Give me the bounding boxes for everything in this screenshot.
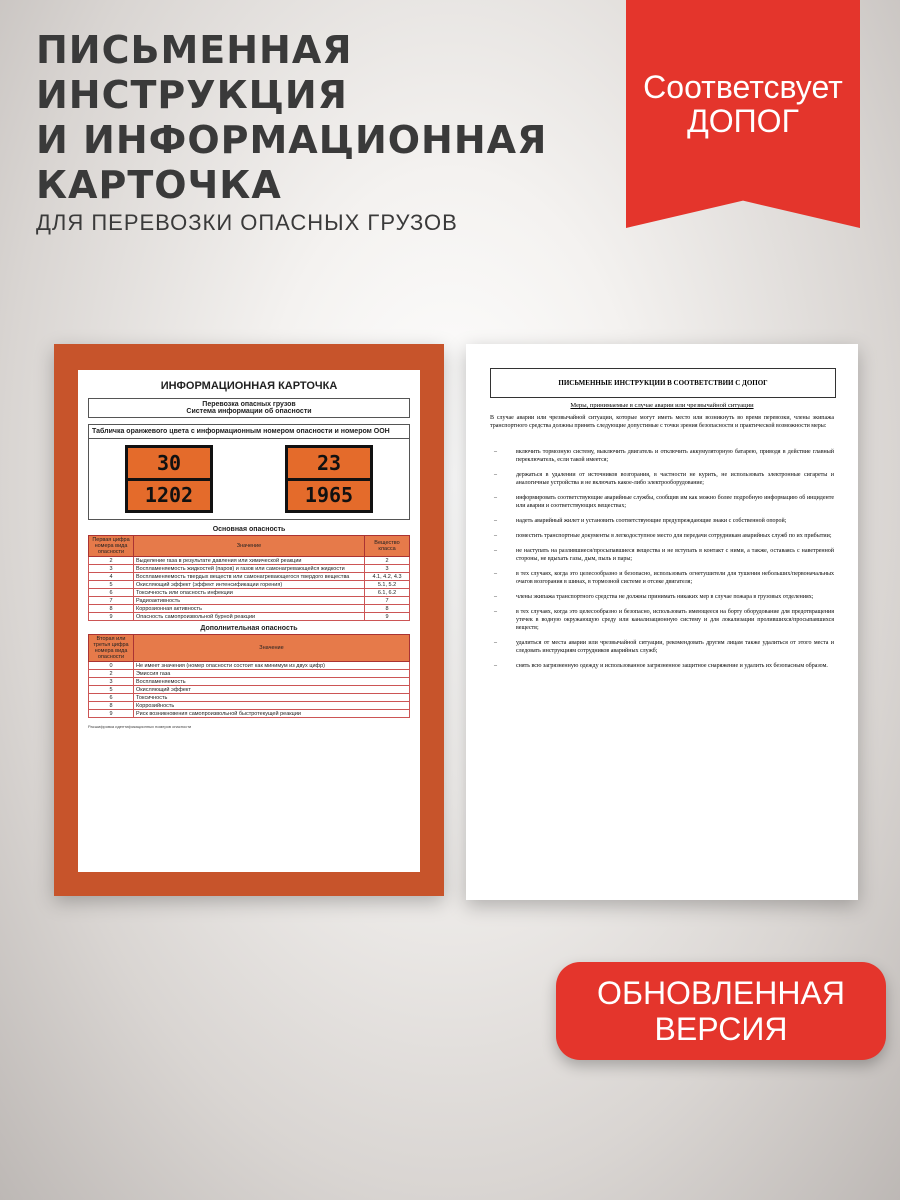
info-box-line-1: Перевозка опасных грузов — [202, 401, 296, 408]
table-cell: 8 — [89, 702, 134, 710]
compliance-ribbon-text — [626, 70, 860, 138]
table-cell: 6.1, 6.2 — [365, 589, 410, 597]
headline — [36, 28, 596, 208]
table-cell: 8 — [365, 605, 410, 613]
table-row — [89, 710, 410, 718]
table-cell: Окисляющий эффект (эффект интенсификации горения) — [134, 581, 365, 589]
extra-hazard-heading: Дополнительная опасность — [200, 625, 298, 632]
headline-line-1: ПИСЬМЕННАЯ — [36, 28, 353, 72]
updated-version-badge — [556, 962, 886, 1060]
table-cell: 9 — [89, 710, 134, 718]
list-item: – включить тормозную систему, выключить двигатель и отключить аккумуляторную батарею, приводя в действие главный переключатель, если такой имеется; — [490, 448, 834, 464]
table-cell: Опасность самопроизвольной бурной реакции — [134, 613, 365, 621]
extra-hazard-table — [88, 634, 410, 718]
table-cell: 6 — [89, 694, 134, 702]
list-item: – поместить транспортные документы в легкодоступное место для передачи сотрудникам аварийных служб по их прибытии; — [490, 532, 834, 540]
table-row — [89, 597, 410, 605]
table-cell: 7 — [365, 597, 410, 605]
table-cell: Воспламеняемость твердых веществ или самонагревающегося твердого вещества — [134, 573, 365, 581]
plate-2-un-number: 1965 — [304, 483, 354, 508]
headline-line-4: КАРТОЧКА — [36, 163, 282, 207]
plate-1-hazard-number: 30 — [128, 448, 210, 481]
table-cell: 4 — [89, 573, 134, 581]
info-box-line-2: Система информации об опасности — [186, 408, 312, 415]
plates-row — [88, 439, 410, 520]
table-cell: 2 — [365, 557, 410, 565]
table-header: Вторая или третья цифра номера вида опасности — [89, 635, 134, 662]
list-item: – снять всю загрязненную одежду и использованное загрязненное защитное снаряжение и удалить их безопасным образом. — [490, 662, 834, 670]
main-hazard-table — [88, 535, 410, 621]
orange-plate-1 — [125, 445, 213, 513]
list-item: – в тех случаях, когда это целесообразно и безопасно, использовать огнетушители для тушения небольших/первоначальных очагов возгорания в шинах, в тормозной системе и отсеке двигателя; — [490, 570, 834, 586]
plates-caption: Табличка оранжевого цвета с информационным номером опасности и номером ООН — [88, 424, 410, 439]
table-cell: Радиоактивность — [134, 597, 365, 605]
ribbon-line-2: ДОПОГ — [687, 103, 799, 139]
table-row — [89, 557, 410, 565]
plate-2-hazard-number: 23 — [288, 448, 370, 481]
list-item: – надеть аварийный жилет и установить соответствующие предупреждающие знаки с собственной опорой; — [490, 517, 834, 525]
table-row — [89, 581, 410, 589]
table-cell: Воспламеняемость жидкостей (паров) и газов или самонагревающейся жидкости — [134, 565, 365, 573]
table-cell: 5 — [89, 686, 134, 694]
list-item: – не наступать на разлившиеся/просыпавшиеся вещества и не вступать в контакт с ними, а также, оставаясь с наветренной стороны, не вдыхать газы, дым, пыль и пары; — [490, 547, 834, 563]
table-cell: Воспламеняемость — [134, 678, 410, 686]
instructions-intro: В случае аварии или чрезвычайной ситуации, которые могут иметь место или возникнуть во время перевозки, члены экипажа транспортного средства должны принять следующие допустимые с точки зрения безопасности и практической возможности меры: — [490, 415, 834, 429]
table-cell: Эмиссия газа — [134, 670, 410, 678]
headline-line-2: ИНСТРУКЦИЯ — [36, 73, 348, 117]
table-cell: 6 — [89, 589, 134, 597]
table-row — [89, 613, 410, 621]
table-cell: 2 — [89, 557, 134, 565]
table-cell: 9 — [365, 613, 410, 621]
table-row — [89, 686, 410, 694]
table-row — [89, 589, 410, 597]
table-header: Первая цифра номера вида опасности — [89, 536, 134, 557]
information-card-image — [54, 344, 444, 896]
table-cell: Коррозионная активность — [134, 605, 365, 613]
table-row — [89, 565, 410, 573]
orange-plate-2 — [285, 445, 373, 513]
table-cell: 9 — [89, 613, 134, 621]
table-cell: 4.1, 4.2, 4.3 — [365, 573, 410, 581]
subtitle: ДЛЯ ПЕРЕВОЗКИ ОПАСНЫХ ГРУЗОВ — [36, 210, 458, 235]
list-item: – в тех случаях, когда это целесообразно и безопасно, использовать имеющееся на борту оборудование для предотвращения утечек в водную окружающую среду или канализационную систему и для локализации пролившихся/просыпавшихся веществ; — [490, 608, 834, 632]
instructions-title: ПИСЬМЕННЫЕ ИНСТРУКЦИИ В СООТВЕТСТВИИ С ДОПОГ — [490, 368, 836, 398]
table-header: Вещество класса — [365, 536, 410, 557]
table-header: Значение — [134, 635, 410, 662]
written-instructions-image — [466, 344, 858, 900]
table-cell: Не имеет значения (номер опасности состоит как минимум из двух цифр) — [134, 662, 410, 670]
table-cell: Токсичность или опасность инфекции — [134, 589, 365, 597]
instructions-list — [490, 448, 834, 677]
information-card-sheet — [78, 370, 420, 872]
table-row — [89, 605, 410, 613]
table-cell: 3 — [89, 565, 134, 573]
table-row — [89, 670, 410, 678]
badge-line-2: ВЕРСИЯ — [654, 1011, 788, 1047]
table-cell: 5.1, 5.2 — [365, 581, 410, 589]
table-cell: Окисляющий эффект — [134, 686, 410, 694]
main-hazard-heading: Основная опасность — [212, 526, 286, 533]
table-cell: Риск возникновения самопроизвольной быстротекущей реакции — [134, 710, 410, 718]
table-row — [89, 694, 410, 702]
table-cell: Токсичность — [134, 694, 410, 702]
table-cell: Выделение газа в результате давления или химической реакции — [134, 557, 365, 565]
instructions-subtitle: Меры, принимаемые в случае аварии или чрезвычайной ситуации — [570, 402, 754, 409]
table-cell: 5 — [89, 581, 134, 589]
badge-line-1: ОБНОВЛЕННАЯ — [597, 975, 845, 1011]
list-item: – удалиться от места аварии или чрезвычайной ситуации, рекомендовать другим лицам также удалиться от этого места и следовать инструкциям сотрудников аварийных служб; — [490, 639, 834, 655]
table-row — [89, 662, 410, 670]
table-cell: 3 — [365, 565, 410, 573]
fine-print — [88, 724, 410, 729]
table-row — [89, 678, 410, 686]
list-item: – информировать соответствующие аварийные службы, сообщив им как можно более подробную информацию об инциденте или аварии и соответствующих веществах; — [490, 494, 834, 510]
info-card-box — [88, 398, 410, 418]
table-cell: Коррозийность — [134, 702, 410, 710]
table-row — [89, 702, 410, 710]
info-card-title: ИНФОРМАЦИОННАЯ КАРТОЧКА — [160, 380, 338, 392]
headline-line-3: И ИНФОРМАЦИОННАЯ — [36, 118, 548, 162]
table-cell: 2 — [89, 670, 134, 678]
table-cell: 7 — [89, 597, 134, 605]
fine-print-heading: Расшифровка идентификационных номеров опасности — [88, 724, 192, 729]
table-row — [89, 573, 410, 581]
table-cell: 0 — [89, 662, 134, 670]
table-header: Значение — [134, 536, 365, 557]
table-cell: 8 — [89, 605, 134, 613]
list-item: – члены экипажа транспортного средства не должны принимать никаких мер в случае пожара в грузовых отделениях; — [490, 593, 834, 601]
ribbon-line-1: Соответсвует — [643, 69, 843, 105]
list-item: – держаться в удалении от источников возгорания, в частности не курить, не использовать электронные сигареты и аналогичные устройства и не включать какое-либо электрооборудование; — [490, 471, 834, 487]
plate-1-un-number: 1202 — [144, 483, 194, 508]
table-cell: 3 — [89, 678, 134, 686]
